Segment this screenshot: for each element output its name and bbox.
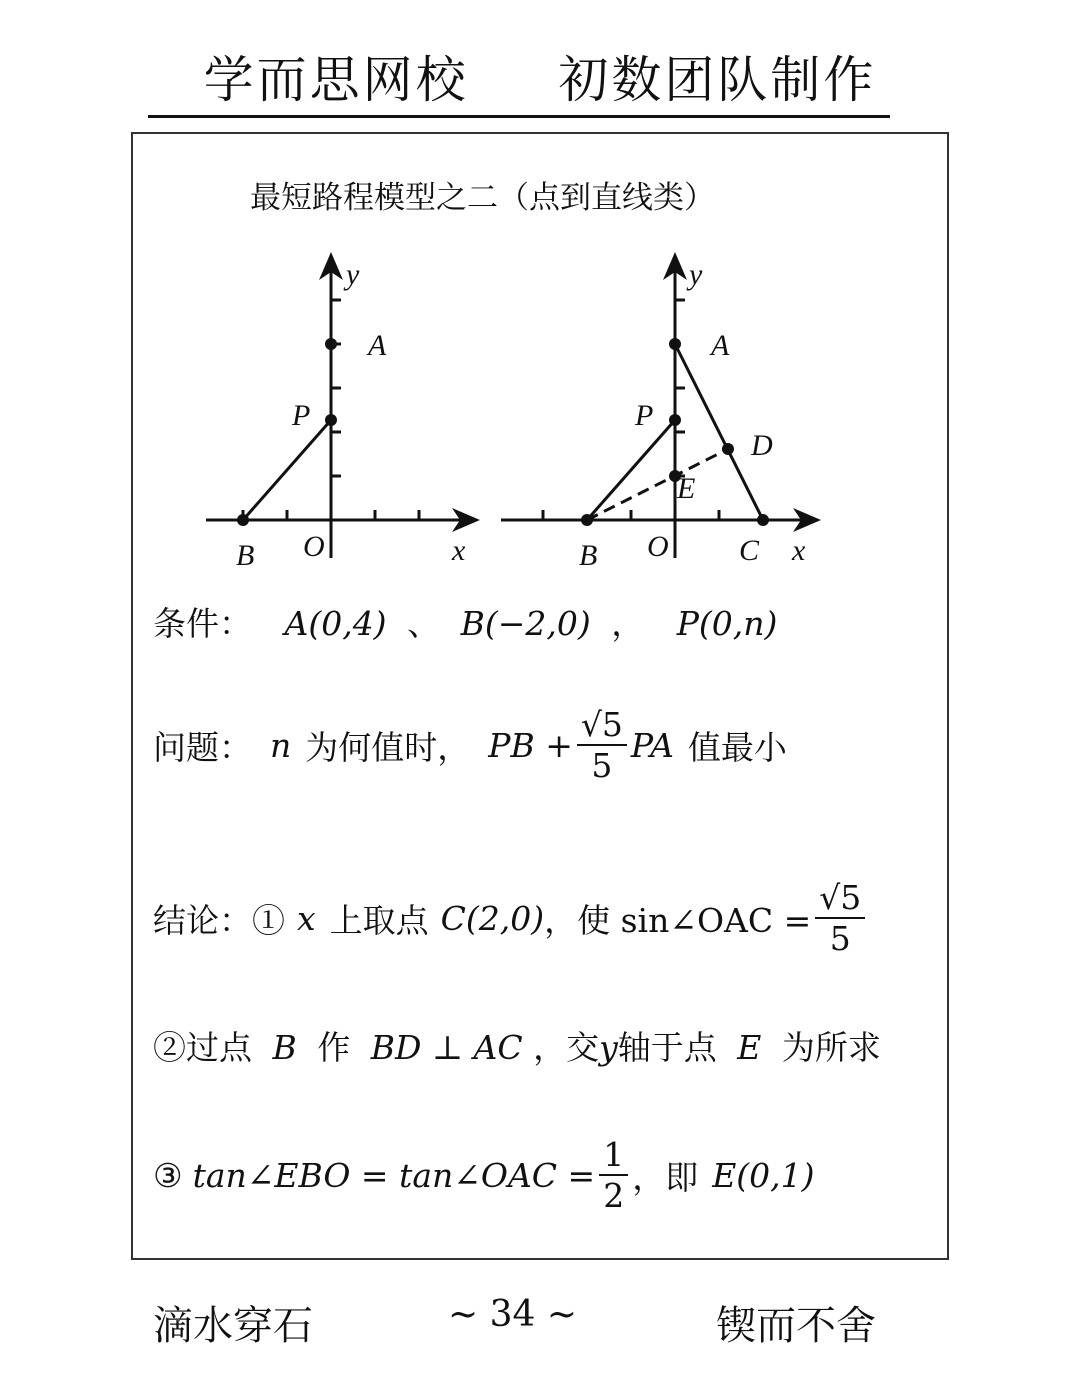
- label-p: P: [292, 399, 311, 432]
- point-b: [581, 514, 593, 526]
- point-a: [325, 338, 337, 350]
- fraction-numerator: √5: [577, 705, 627, 746]
- label-y: y: [346, 258, 360, 291]
- fraction-numerator: 1: [599, 1135, 628, 1176]
- figure-left: [190, 240, 490, 575]
- footer-right: 锲而不舍: [716, 1303, 876, 1349]
- page-header: [0, 40, 1080, 112]
- question-expr-2: PA: [630, 725, 674, 765]
- header-team: 初数团队制作: [558, 51, 877, 109]
- conclusion-1-fraction: [815, 878, 865, 958]
- footer-page-number: ~ 34 ~: [448, 1294, 578, 1335]
- conclusion-2-text-1: 作: [317, 1028, 351, 1067]
- conclusion-2-marker: ②过点: [153, 1028, 252, 1067]
- condition-point-b: B(−2,0): [460, 604, 591, 643]
- conclusion-1-var: x: [297, 898, 316, 938]
- conclusion-3-point: E(0,1): [712, 1155, 815, 1195]
- point-p: [325, 414, 337, 426]
- conclusion-2-text-2: ，交: [533, 1028, 600, 1067]
- condition-line: [153, 598, 777, 645]
- fraction-denominator: 2: [603, 1176, 625, 1215]
- point-c: [757, 514, 769, 526]
- conclusion-2-text-3: 轴于点: [617, 1028, 717, 1067]
- conclusion-2-expr: BD ⊥ AC: [370, 1028, 523, 1067]
- label-a: A: [711, 329, 730, 362]
- condition-point-p: P(0,n): [676, 604, 778, 643]
- conclusion-3-text-1: ，即: [632, 1157, 699, 1197]
- label-y: y: [689, 258, 703, 291]
- question-expr-1: PB +: [488, 725, 573, 765]
- label-p: P: [635, 399, 654, 432]
- label-c: C: [739, 534, 760, 567]
- point-a: [669, 338, 681, 350]
- conclusion-1-line: [153, 878, 869, 958]
- label-o: O: [647, 530, 669, 563]
- conclusion-2-line: [153, 1022, 881, 1069]
- question-label: 问题：: [153, 727, 252, 767]
- label-x: x: [452, 534, 466, 567]
- conclusion-2-point-b: B: [272, 1028, 297, 1067]
- question-line: [153, 705, 787, 785]
- fraction-denominator: 5: [829, 919, 851, 958]
- section-title: 最短路程模型之二（点到直线类）: [250, 180, 715, 216]
- label-d: D: [751, 429, 773, 462]
- segment-bp: [243, 420, 331, 520]
- condition-point-a: A(0,4): [284, 604, 387, 643]
- conclusion-2-text-4: 为所求: [781, 1028, 881, 1067]
- figure-right: [495, 240, 830, 575]
- point-b: [237, 514, 249, 526]
- segment-bp: [587, 420, 675, 520]
- conclusion-3-marker: ③: [153, 1155, 183, 1195]
- segment-bd-dashed: [587, 449, 728, 520]
- label-b: B: [236, 539, 255, 572]
- conclusion-3-fraction: [599, 1135, 628, 1215]
- question-text-2: 值最小: [687, 727, 787, 767]
- question-text-1: 为何值时，: [305, 727, 471, 767]
- point-p: [669, 414, 681, 426]
- conclusion-1-point: C(2,0): [440, 898, 545, 938]
- condition-sep-2: ，: [611, 604, 645, 643]
- conclusion-2-axis: y: [599, 1028, 618, 1067]
- label-x: x: [792, 534, 806, 567]
- point-d: [722, 443, 734, 455]
- conclusion-3-line: [153, 1135, 815, 1215]
- label-a: A: [368, 329, 387, 362]
- footer-left: 滴水穿石: [153, 1303, 313, 1349]
- condition-sep-1: 、: [407, 604, 441, 643]
- question-fraction: [577, 705, 627, 785]
- label-e: E: [677, 472, 696, 505]
- fraction-numerator: √5: [815, 878, 865, 919]
- conclusion-1-text-1: 上取点: [329, 900, 429, 940]
- header-divider: [148, 115, 890, 118]
- condition-label: 条件：: [153, 604, 252, 643]
- header-school: 学而思网校: [203, 51, 469, 109]
- question-var: n: [270, 725, 292, 765]
- conclusion-2-point-e: E: [737, 1028, 762, 1067]
- label-o: O: [303, 530, 325, 563]
- conclusion-1-label: 结论：①: [153, 900, 285, 940]
- conclusion-1-text-2: ，使 sin∠OAC =: [544, 900, 812, 940]
- conclusion-3-expr: tan∠EBO = tan∠OAC =: [192, 1155, 596, 1195]
- fraction-denominator: 5: [591, 746, 613, 785]
- label-b: B: [579, 539, 598, 572]
